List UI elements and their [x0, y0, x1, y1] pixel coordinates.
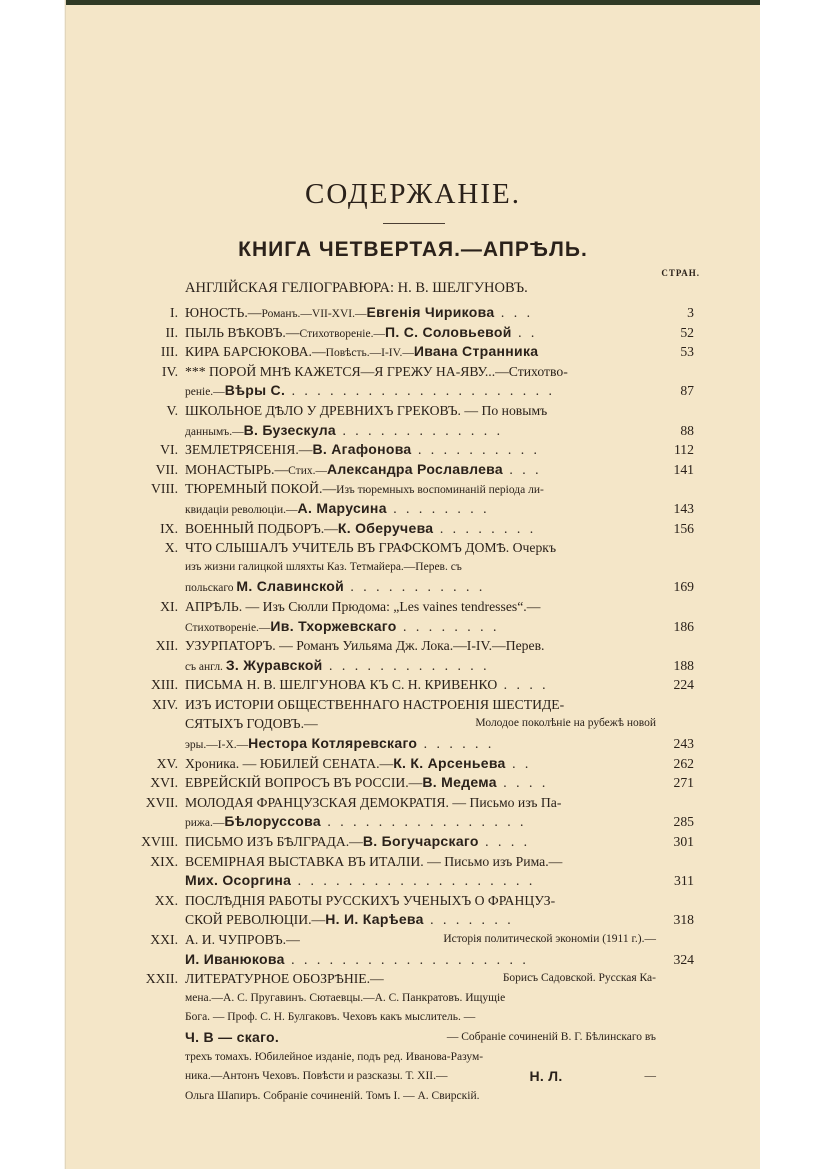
- toc-line: [66, 891, 760, 911]
- toc-line: [66, 421, 760, 441]
- entry-title-part: даннымъ.—: [185, 425, 244, 438]
- entry-author: М. Славинской: [236, 578, 344, 595]
- entry-title-part: ПОСЛѢДНІЯ РАБОТЫ РУССКИХЪ УЧЕНЫХЪ О ФРАНЦУЗ-: [185, 892, 556, 908]
- entry-number: XVIII.: [141, 834, 178, 850]
- entry-title-part: ЛИТЕРАТУРНОЕ ОБОЗРѢНІЕ.—: [185, 971, 384, 987]
- entry-text: [185, 910, 514, 930]
- entry-title-part: ШКОЛЬНОЕ ДѢЛО У ДРЕВНИХЪ ГРЕКОВЪ. — По новымъ: [185, 402, 548, 418]
- entry-page-number: 243: [673, 736, 694, 752]
- entry-title-part: ЧТО СЛЫШАЛЪ УЧИТЕЛЬ ВЪ ГРАФСКОМЪ ДОМѢ. Очеркъ: [185, 540, 557, 556]
- entry-author: К. Оберучева: [337, 519, 434, 536]
- entry-number: VII.: [155, 461, 178, 477]
- entry-author: Ив. Тхоржевскаго: [270, 617, 397, 634]
- toc-entry: [66, 636, 760, 675]
- entry-text: [185, 871, 535, 891]
- entry-page-number: 143: [673, 500, 694, 516]
- entry-text: [185, 577, 485, 599]
- entry-text: [185, 303, 533, 325]
- toc-entry: [66, 793, 760, 832]
- entry-title-part: Стих.—: [288, 464, 327, 477]
- dot-leader: . .: [505, 755, 532, 771]
- heading-divider: [383, 223, 445, 224]
- entry-text: [185, 597, 656, 617]
- entry-title-part: ВСЕМІРНАЯ ВЫСТАВКА ВЪ ИТАЛІИ. — Письмо изъ Рима.—: [185, 853, 563, 869]
- entry-page-number: 186: [673, 618, 694, 634]
- entry-title-part: ЮНОСТЬ.—: [185, 305, 262, 320]
- entry-text: [185, 930, 656, 950]
- dot-leader: . . . . . . .: [423, 912, 514, 928]
- toc-line: [66, 1048, 760, 1068]
- toc-line: [66, 303, 760, 323]
- entry-title-part: изъ жизни галицкой шляхты Каз. Тетмайера.—Перев. съ: [185, 560, 462, 573]
- dot-leader: . . . . . . . . . .: [411, 442, 540, 458]
- entry-author: В. Богучарскаго: [362, 833, 479, 850]
- entry-title-part: — Собраніе сочиненій В. Г. Бѣлинскаго въ: [446, 1030, 656, 1043]
- entry-text: [185, 852, 656, 872]
- scan-left-margin: [0, 0, 66, 1169]
- entry-number: V.: [166, 402, 178, 418]
- entry-author: П. С. Соловьевой: [384, 323, 512, 340]
- entry-author: И. Иванюкова: [185, 950, 285, 967]
- entry-text: [185, 421, 503, 443]
- toc-entry: [66, 479, 760, 518]
- toc-entry: [66, 440, 760, 460]
- toc-line: [66, 656, 760, 676]
- toc-line: [66, 401, 760, 421]
- toc-entry: [66, 460, 760, 480]
- toc-line: [66, 1087, 760, 1107]
- entry-text: [185, 636, 656, 656]
- entry-text: [185, 342, 538, 364]
- entry-text: [185, 832, 530, 852]
- entry-title-part: ЕВРЕЙСКІЙ ВОПРОСЪ ВЪ РОССІИ.—: [185, 775, 423, 791]
- toc-line: [66, 440, 760, 460]
- toc-entry: [66, 773, 760, 793]
- toc-line: [66, 538, 760, 558]
- entry-page-number: 3: [687, 305, 694, 320]
- entry-text: [185, 695, 656, 715]
- document-page: [66, 5, 760, 1169]
- toc-entry: [66, 342, 760, 362]
- entry-title-part: ника.—Антонъ Чеховъ. Повѣсти и разсказы. Т. XII.—: [185, 1070, 448, 1083]
- dot-leader: . . . . . . . . . . . . . . . . . . . . .: [285, 383, 555, 399]
- toc-line: [66, 1028, 760, 1048]
- entry-title-part: рижа.—: [185, 817, 225, 830]
- entry-title-part: ВОЕННЫЙ ПОДБОРЪ.—: [185, 520, 338, 536]
- entry-page-number: 224: [673, 677, 694, 693]
- entry-title-part: мена.—А. С. Пругавинъ. Сютаевцы.—А. С. Панкратовъ. Ищущіе: [185, 991, 506, 1004]
- entry-text: [185, 812, 526, 834]
- entry-page-number: 112: [673, 442, 694, 458]
- dot-leader: . . . . . . . .: [433, 520, 537, 536]
- entry-author: Евгенія Чирикова: [366, 304, 495, 320]
- entry-title-part: Исторія политической экономіи (1911 г.).—: [443, 933, 656, 945]
- entry-page-number: 271: [673, 775, 694, 791]
- entry-text: [185, 969, 656, 989]
- toc-line: [66, 969, 760, 989]
- entry-text: [185, 950, 529, 970]
- entry-number: XIII.: [151, 677, 178, 693]
- entry-title-part: ПИСЬМО ИЗЪ БѢЛГРАДА.—: [185, 834, 363, 850]
- dot-leader: . . . . . . . . . . . . . . . . . . .: [291, 873, 536, 889]
- dot-leader: . . .: [494, 305, 533, 320]
- entry-author: Н. И. Карѣева: [325, 911, 424, 928]
- toc-entry: [66, 597, 760, 636]
- entry-page-number: 52: [680, 324, 694, 340]
- entry-text: [185, 558, 656, 578]
- entry-author: З. Журавской: [225, 656, 323, 673]
- toc-line: [66, 695, 760, 715]
- entry-text: [185, 989, 656, 1009]
- entry-title-part: Повѣсть.—I-IV.—: [325, 347, 414, 360]
- entry-number: XV.: [156, 755, 178, 771]
- entry-text: [185, 519, 536, 539]
- toc-line: [66, 479, 760, 499]
- entry-text: [185, 362, 568, 382]
- entry-text: [185, 1067, 656, 1087]
- toc-entry: [66, 695, 760, 754]
- entry-title-part: МОНАСТЫРЬ.—: [185, 461, 289, 477]
- dot-leader: . . . .: [497, 677, 549, 693]
- dot-leader: . . . . . . . .: [386, 500, 490, 516]
- entry-text: [185, 1028, 656, 1048]
- toc-entry: [66, 832, 760, 852]
- entry-title-part: Стихотвореніе.—: [185, 621, 271, 634]
- entry-page-number: 318: [673, 912, 694, 928]
- entry-title-part: А. И. ЧУПРОВЪ.—: [185, 932, 300, 947]
- entry-title-part: ТЮРЕМНЫЙ ПОКОЙ.—: [185, 481, 337, 497]
- entry-page-number: 262: [673, 755, 694, 771]
- entry-author: Ивана Странника: [413, 343, 539, 360]
- entry-page-number: 156: [673, 520, 694, 536]
- entry-text: [185, 499, 490, 521]
- toc-line: [66, 577, 760, 597]
- entry-number: IX.: [160, 520, 178, 536]
- toc-entry: [66, 401, 760, 440]
- entry-page-number: 169: [673, 579, 694, 595]
- dot-leader: . . . .: [496, 775, 549, 791]
- entry-title-part: Стихотвореніе.—: [299, 327, 385, 340]
- toc-entry: [66, 303, 760, 323]
- toc-entry: [66, 969, 760, 1106]
- entry-number: XIV.: [152, 696, 178, 712]
- table-of-contents: [66, 303, 760, 1106]
- dot-leader: . . . . . . . . . . . . . . . . . . .: [284, 951, 529, 967]
- toc-entry: [66, 891, 760, 930]
- entry-text: [185, 773, 548, 793]
- illustration-note: АНГЛІЙСКАЯ ГЕЛІОГРАВЮРА: Н. В. ШЕЛГУНОВЪ.: [185, 280, 528, 296]
- dot-leader: . . . . . .: [417, 736, 495, 752]
- entry-title-part: *** ПОРОЙ МНѢ КАЖЕТСЯ—Я ГРЕЖУ НА-ЯВУ...—Стихотво-: [185, 363, 568, 379]
- scan-right-margin: [760, 0, 827, 1169]
- entry-title-part: Изъ тюремныхъ воспоминаній періода ли-: [336, 484, 544, 497]
- entry-page-number: 188: [673, 657, 694, 673]
- entry-text: [185, 440, 540, 460]
- toc-line: [66, 930, 760, 950]
- entry-author: К. К. Арсеньева: [393, 754, 506, 771]
- book-title: КНИГА ЧЕТВЕРТАЯ.—АПРѢЛЬ.: [238, 238, 588, 261]
- entry-title-part: СЯТЫХЪ ГОДОВЪ.—: [185, 716, 318, 732]
- entry-number: XXII.: [145, 971, 178, 987]
- entry-page-number: 141: [673, 461, 694, 477]
- entry-author: Ч. В — скаго.: [185, 1028, 280, 1045]
- entry-author: В. Медема: [422, 774, 497, 791]
- entry-page-number: 311: [673, 873, 694, 889]
- entry-text: [185, 479, 544, 501]
- toc-line: [66, 381, 760, 401]
- toc-line: [66, 323, 760, 343]
- dot-leader: . . . . . . . . . . . . .: [336, 422, 503, 438]
- toc-entry: [66, 754, 760, 774]
- entry-number: XI.: [160, 598, 178, 614]
- dot-leader: . .: [511, 324, 538, 340]
- entry-title-part: съ англ.: [185, 660, 226, 673]
- toc-line: [66, 793, 760, 813]
- dot-leader: . . . . . . . .: [396, 618, 500, 634]
- toc-line: [66, 754, 760, 774]
- entry-text: [185, 538, 656, 558]
- entry-page-number: 301: [673, 834, 694, 850]
- entry-text: [185, 1008, 656, 1028]
- toc-line: [66, 773, 760, 793]
- toc-entry: [66, 675, 760, 695]
- toc-entry: [66, 538, 760, 597]
- entry-title-part: ПИСЬМА Н. В. ШЕЛГУНОВА КЪ С. Н. КРИВЕНКО: [185, 677, 498, 693]
- entry-title-part: Хроника. — ЮБИЛЕЙ СЕНАТА.—: [185, 755, 394, 771]
- entry-title-part: польскаго: [185, 582, 237, 595]
- page-column-label: СТРАН.: [661, 268, 700, 278]
- entry-number: XII.: [155, 638, 178, 654]
- entry-text: [185, 617, 499, 639]
- entry-number: VI.: [160, 442, 178, 458]
- entry-title-part: трехъ томахъ. Юбилейное изданіе, подъ ред. Иванова-Разум-: [185, 1050, 484, 1063]
- entry-number: VIII.: [151, 481, 178, 497]
- toc-entry: [66, 323, 760, 343]
- entry-text: [185, 754, 531, 774]
- entry-author: В. Бузескула: [243, 421, 337, 438]
- toc-entry: [66, 930, 760, 969]
- entry-number: X.: [164, 540, 178, 556]
- entry-text: [185, 323, 537, 345]
- entry-text: [185, 891, 656, 911]
- entry-title-part: АПРѢЛЬ. — Изъ Сюлли Прюдома: „Les vaines tendresses“.—: [185, 598, 541, 614]
- entry-text: [185, 381, 555, 403]
- entry-author: А. Марусина: [297, 499, 387, 516]
- toc-line: [66, 989, 760, 1009]
- toc-line: [66, 852, 760, 872]
- entry-title-part: СКОЙ РЕВОЛЮЦІИ.—: [185, 912, 326, 928]
- toc-line: [66, 910, 760, 930]
- dot-leader: . . . . . . . . . . .: [344, 579, 486, 595]
- entry-text: [185, 1048, 656, 1068]
- entry-page-number: 324: [673, 951, 694, 967]
- dot-leader: . . .: [502, 461, 542, 477]
- toc-line: [66, 342, 760, 362]
- entry-author: Мих. Осоргина: [185, 872, 292, 889]
- toc-entry: [66, 519, 760, 539]
- dot-leader: . . . . . . . . . . . . . . . .: [320, 814, 527, 830]
- entry-author: Нестора Котляревскаго: [248, 735, 418, 752]
- toc-line: [66, 675, 760, 695]
- toc-entry: [66, 362, 760, 401]
- toc-entry: [66, 852, 760, 891]
- entry-page-number: 285: [673, 814, 694, 830]
- entry-number: IV.: [161, 363, 178, 379]
- toc-line: [66, 1008, 760, 1028]
- toc-line: [66, 519, 760, 539]
- toc-line: [66, 734, 760, 754]
- toc-line: [66, 832, 760, 852]
- entry-number: XVII.: [145, 794, 178, 810]
- entry-title-part: КИРА БАРСЮКОВА.—: [185, 344, 326, 360]
- entry-number: III.: [160, 344, 178, 360]
- entry-title-part: —: [644, 1070, 656, 1083]
- toc-line: [66, 362, 760, 382]
- toc-line: [66, 714, 760, 734]
- toc-line: [66, 1067, 760, 1087]
- entry-number: XIX.: [150, 853, 178, 869]
- entry-number: XX.: [154, 892, 178, 908]
- entry-text: [185, 714, 656, 734]
- toc-line: [66, 636, 760, 656]
- entry-number: XVI.: [150, 775, 178, 791]
- entry-title-part: эры.—I-X.—: [185, 739, 249, 752]
- entry-title-part: ЗЕМЛЕТРЯСЕНІЯ.—: [185, 442, 313, 458]
- entry-title-part: ПЫЛЬ ВѢКОВЪ.—: [185, 324, 300, 340]
- toc-line: [66, 871, 760, 891]
- page-heading: СОДЕРЖАНІЕ.: [305, 178, 521, 210]
- entry-author: Бѣлоруссова: [224, 813, 321, 830]
- entry-title-part: Ольга Шапиръ. Собраніе сочиненій. Томъ I. — А. Свирскій.: [185, 1089, 480, 1102]
- toc-line: [66, 558, 760, 578]
- toc-line: [66, 950, 760, 970]
- entry-title-part: Молодое поколѣніе на рубежѣ новой: [475, 717, 656, 730]
- entry-title-part: ИЗЪ ИСТОРІИ ОБЩЕСТВЕННАГО НАСТРОЕНІЯ ШЕСТИДЕ-: [185, 696, 565, 712]
- entry-title-part: МОЛОДАЯ ФРАНЦУЗСКАЯ ДЕМОКРАТІЯ. — Письмо изъ Па-: [185, 794, 562, 810]
- entry-title-part: квидаціи революціи.—: [185, 503, 298, 516]
- entry-author: Александра Рославлева: [326, 460, 503, 477]
- entry-text: [185, 675, 549, 695]
- entry-page-number: 53: [680, 344, 694, 360]
- dot-leader: . . . . . . . . . . . . .: [322, 657, 490, 673]
- entry-title-part: реніе.—: [185, 386, 225, 399]
- entry-title-part: Бога. — Проф. С. Н. Булгаковъ. Чеховъ какъ мыслитель. —: [185, 1011, 476, 1024]
- entry-number: I.: [170, 305, 178, 320]
- entry-title-part: УЗУРПАТОРЪ. — Романъ Уильяма Дж. Лока.—I-IV.—Перев.: [185, 638, 545, 654]
- entry-text: [185, 793, 656, 813]
- entry-text: [185, 656, 490, 678]
- dot-leader: . . . .: [478, 834, 531, 850]
- entry-text: [185, 734, 494, 756]
- entry-number: XXI.: [150, 932, 178, 947]
- entry-title-part: Романъ.—VII-XVI.—: [261, 308, 367, 320]
- entry-text: [185, 401, 547, 421]
- entry-author: В. Агафонова: [312, 441, 412, 458]
- entry-text: [185, 460, 542, 482]
- entry-title-part: Борисъ Садовской. Русская Ка-: [502, 972, 656, 985]
- toc-line: [66, 460, 760, 480]
- entry-page-number: 88: [680, 422, 694, 438]
- entry-text: [185, 1087, 656, 1107]
- toc-line: [66, 812, 760, 832]
- entry-number: II.: [165, 324, 178, 340]
- toc-line: [66, 617, 760, 637]
- toc-line: [66, 499, 760, 519]
- entry-page-number: 87: [680, 383, 694, 399]
- toc-line: [66, 597, 760, 617]
- entry-author: Н. Л.: [529, 1068, 563, 1085]
- entry-author: Вѣры С.: [224, 382, 286, 399]
